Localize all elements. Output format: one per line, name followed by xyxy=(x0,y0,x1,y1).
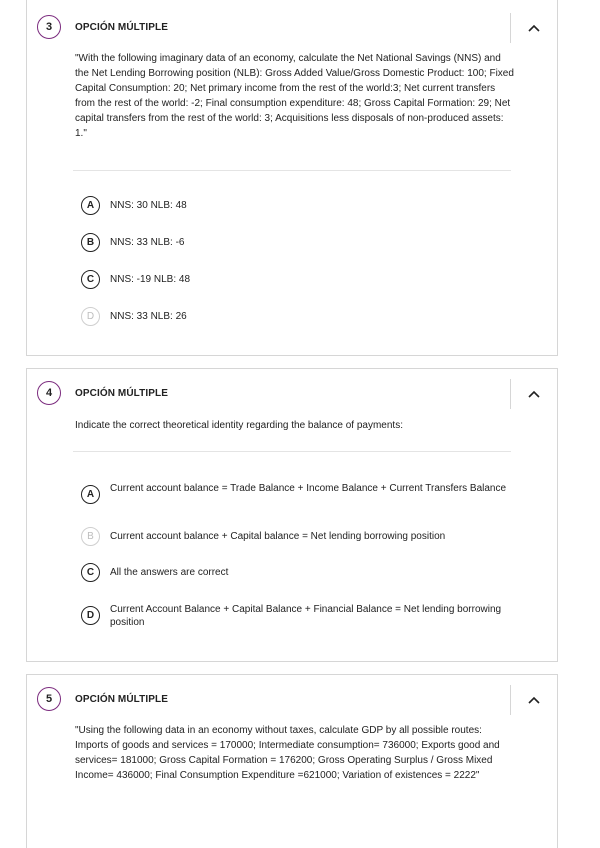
question-text: "With the following imaginary data of an economy, calculate the Net National Savings (NNS) and the Net Lending Borrowing position (NLB): Gross Added Value/Gross Domestic Product: 100; Fixed Capital Consumption: 20; Net primary income from the rest of the world:3; Net current transfers from the rest of the world: -2; Final consumption expenditure: 48; Gross Capital Formation: 29; Net capital transfers from the rest of the world: 3; Acquisitions less disposals of non-produced assets: 1." xyxy=(75,53,514,139)
question-number-badge: 5 xyxy=(37,687,61,711)
option-letter-badge: D xyxy=(81,606,100,625)
option-text: NNS: 30 NLB: 48 xyxy=(110,200,187,211)
collapse-button[interactable] xyxy=(510,379,557,409)
option-text: NNS: -19 NLB: 48 xyxy=(110,274,191,285)
answer-option-a[interactable] xyxy=(81,479,511,504)
answer-option-b[interactable] xyxy=(81,527,511,546)
answer-option-c[interactable] xyxy=(81,563,511,582)
question-card-5 xyxy=(26,674,558,848)
divider xyxy=(73,451,511,452)
option-text: All the answers are correct xyxy=(110,567,229,578)
chevron-up-icon xyxy=(528,24,540,32)
option-letter-badge: C xyxy=(81,563,100,582)
question-card-3 xyxy=(26,0,558,356)
question-type-label: OPCIÓN MÚLTIPLE xyxy=(75,388,168,399)
divider xyxy=(73,170,511,171)
option-text: NNS: 33 NLB: -6 xyxy=(110,237,185,248)
question-type-label: OPCIÓN MÚLTIPLE xyxy=(75,22,168,33)
question-card-4 xyxy=(26,368,558,662)
chevron-up-icon xyxy=(528,390,540,398)
question-number-badge: 4 xyxy=(37,381,61,405)
answer-option-d[interactable] xyxy=(81,307,511,326)
option-letter-badge: A xyxy=(81,485,100,504)
option-letter-badge: D xyxy=(81,307,100,326)
collapse-button[interactable] xyxy=(510,685,557,715)
option-letter-badge: B xyxy=(81,233,100,252)
collapse-button[interactable] xyxy=(510,13,557,43)
question-text: "Using the following data in an economy without taxes, calculate GDP by all possible routes: Imports of goods and services = 170000; Intermediate consumption= 736000; Exports good and services= 181000; Gross Capital Formation = 176200; Gross Operating Surplus / Gross Mixed Income= 436000; Final Consumption Expenditure =621000; Variation of existences = 2222" xyxy=(75,725,500,781)
option-text: Current account balance + Capital balance = Net lending borrowing position xyxy=(110,531,446,542)
answer-option-b[interactable] xyxy=(81,233,511,252)
answer-option-a[interactable] xyxy=(81,196,511,215)
question-type-label: OPCIÓN MÚLTIPLE xyxy=(75,694,168,705)
option-letter-badge: C xyxy=(81,270,100,289)
option-text: Current Account Balance + Capital Balance + Financial Balance = Net lending borrowing position xyxy=(110,604,502,628)
chevron-up-icon xyxy=(528,696,540,704)
answer-option-c[interactable] xyxy=(81,270,511,289)
question-text: Indicate the correct theoretical identity regarding the balance of payments: xyxy=(75,420,403,431)
answer-option-d[interactable] xyxy=(81,600,511,629)
option-letter-badge: B xyxy=(81,527,100,546)
option-letter-badge: A xyxy=(81,196,100,215)
option-text: NNS: 33 NLB: 26 xyxy=(110,311,187,322)
question-number-badge: 3 xyxy=(37,15,61,39)
option-text: Current account balance = Trade Balance + Income Balance + Current Transfers Balance xyxy=(110,483,507,494)
